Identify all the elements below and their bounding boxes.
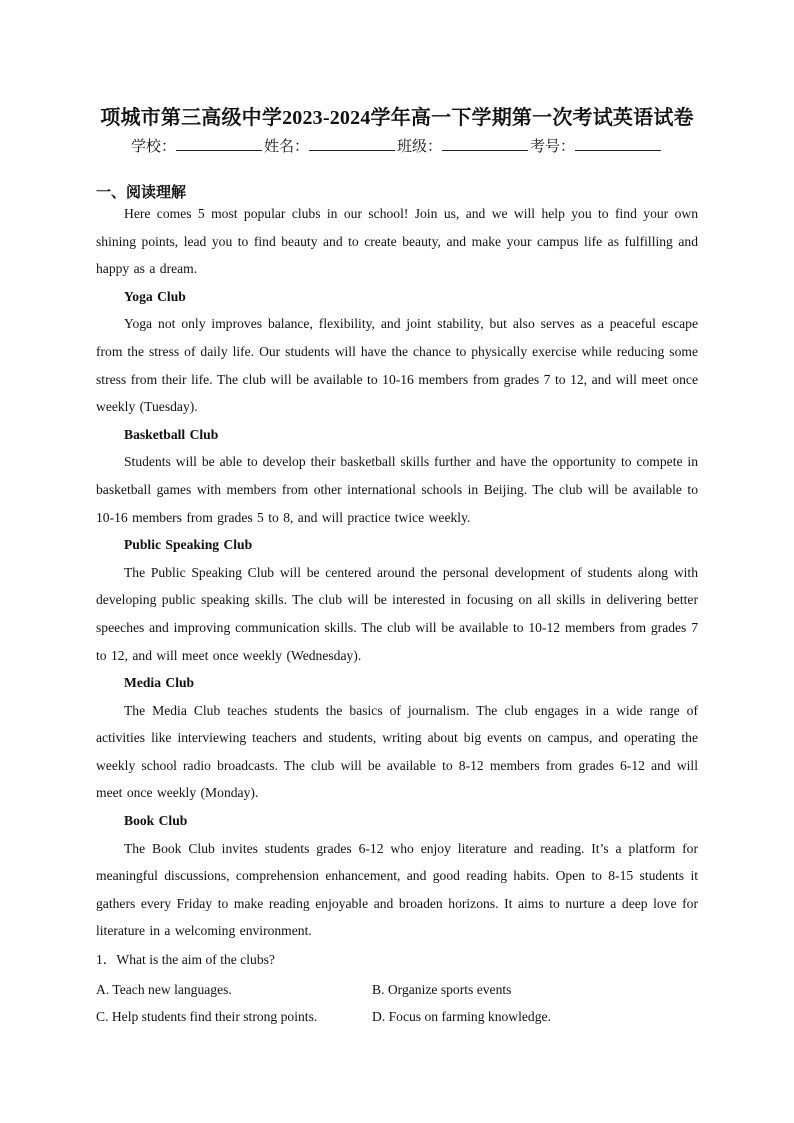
option-a[interactable]: A. Teach new languages. <box>96 981 232 997</box>
club-title-public-speaking: Public Speaking Club <box>124 537 253 553</box>
reading-passage <box>96 200 698 945</box>
club-text-yoga: Yoga not only improves balance, flexibility, and joint stability, but also serves as a peaceful escape from the stress of daily life. Our students will have the chance to physically exercise while reducing some stress from their life. The club will be available to 10-16 members from grades 7 to 12, and will meet once weekly (Tuesday). <box>96 316 698 415</box>
student-info-line <box>0 135 794 156</box>
club-text-media: The Media Club teaches students the basics of journalism. The club engages in a wide range of activities like interviewing teachers and students, writing about big events on campus, and operating the weekly school radio broadcasts. The club will be available to 8-12 members from grades 6-12 and will meet once weekly (Monday). <box>96 702 698 801</box>
question-1 <box>96 946 698 1031</box>
number-label: 考号： <box>530 139 576 155</box>
school-label: 学校： <box>130 139 176 155</box>
section-heading: 一、阅读理解 <box>96 185 187 201</box>
club-title-book: Book Club <box>124 813 188 829</box>
page-title: 项城市第三高级中学2023-2024学年高一下学期第一次考试英语试卷 <box>100 107 694 129</box>
option-b[interactable]: B. Organize sports events <box>372 981 512 997</box>
passage-intro: Here comes 5 most popular clubs in our school! Join us, and we will help you to find your own shining points, lead you to find beauty and to create beauty, and make your campus life as fulfilling and happy as a dream. <box>96 206 698 277</box>
club-text-public-speaking: The Public Speaking Club will be centered around the personal development of students along with developing public speaking skills. The club will be interested in focusing on all skills in delivering better speeches and improving communication skills. The club will be available to 10-12 members from grades 7 to 12, and will meet once weekly (Wednesday). <box>96 564 698 663</box>
name-label: 姓名： <box>263 139 309 155</box>
name-blank[interactable] <box>309 136 395 151</box>
option-c[interactable]: C. Help students find their strong points. <box>96 1009 318 1025</box>
club-title-media: Media Club <box>124 675 195 691</box>
club-title-basketball: Basketball Club <box>124 426 219 442</box>
answer-options <box>96 976 698 1031</box>
club-text-book: The Book Club invites students grades 6-12 who enjoy literature and reading. It’s a platform for meaningful discussions, comprehension enhancement, and good reading habits. Open to 8-15 students it gathers every Friday to make reading enjoyable and broaden horizons. It aims to nurture a deep love for literature in a welcoming environment. <box>96 840 698 939</box>
school-blank[interactable] <box>176 136 262 151</box>
class-blank[interactable] <box>442 136 528 151</box>
question-stem: 1．What is the aim of the clubs? <box>96 952 275 967</box>
option-d[interactable]: D. Focus on farming knowledge. <box>372 1009 551 1025</box>
class-label: 班级： <box>397 139 443 155</box>
club-text-basketball: Students will be able to develop their basketball skills further and have the opportunity to compete in basketball games with members from other international schools in Beijing. The club will be available to 10-16 members from grades 5 to 8, and will practice twice weekly. <box>96 454 698 525</box>
club-title-yoga: Yoga Club <box>124 288 186 304</box>
number-blank[interactable] <box>575 136 661 151</box>
